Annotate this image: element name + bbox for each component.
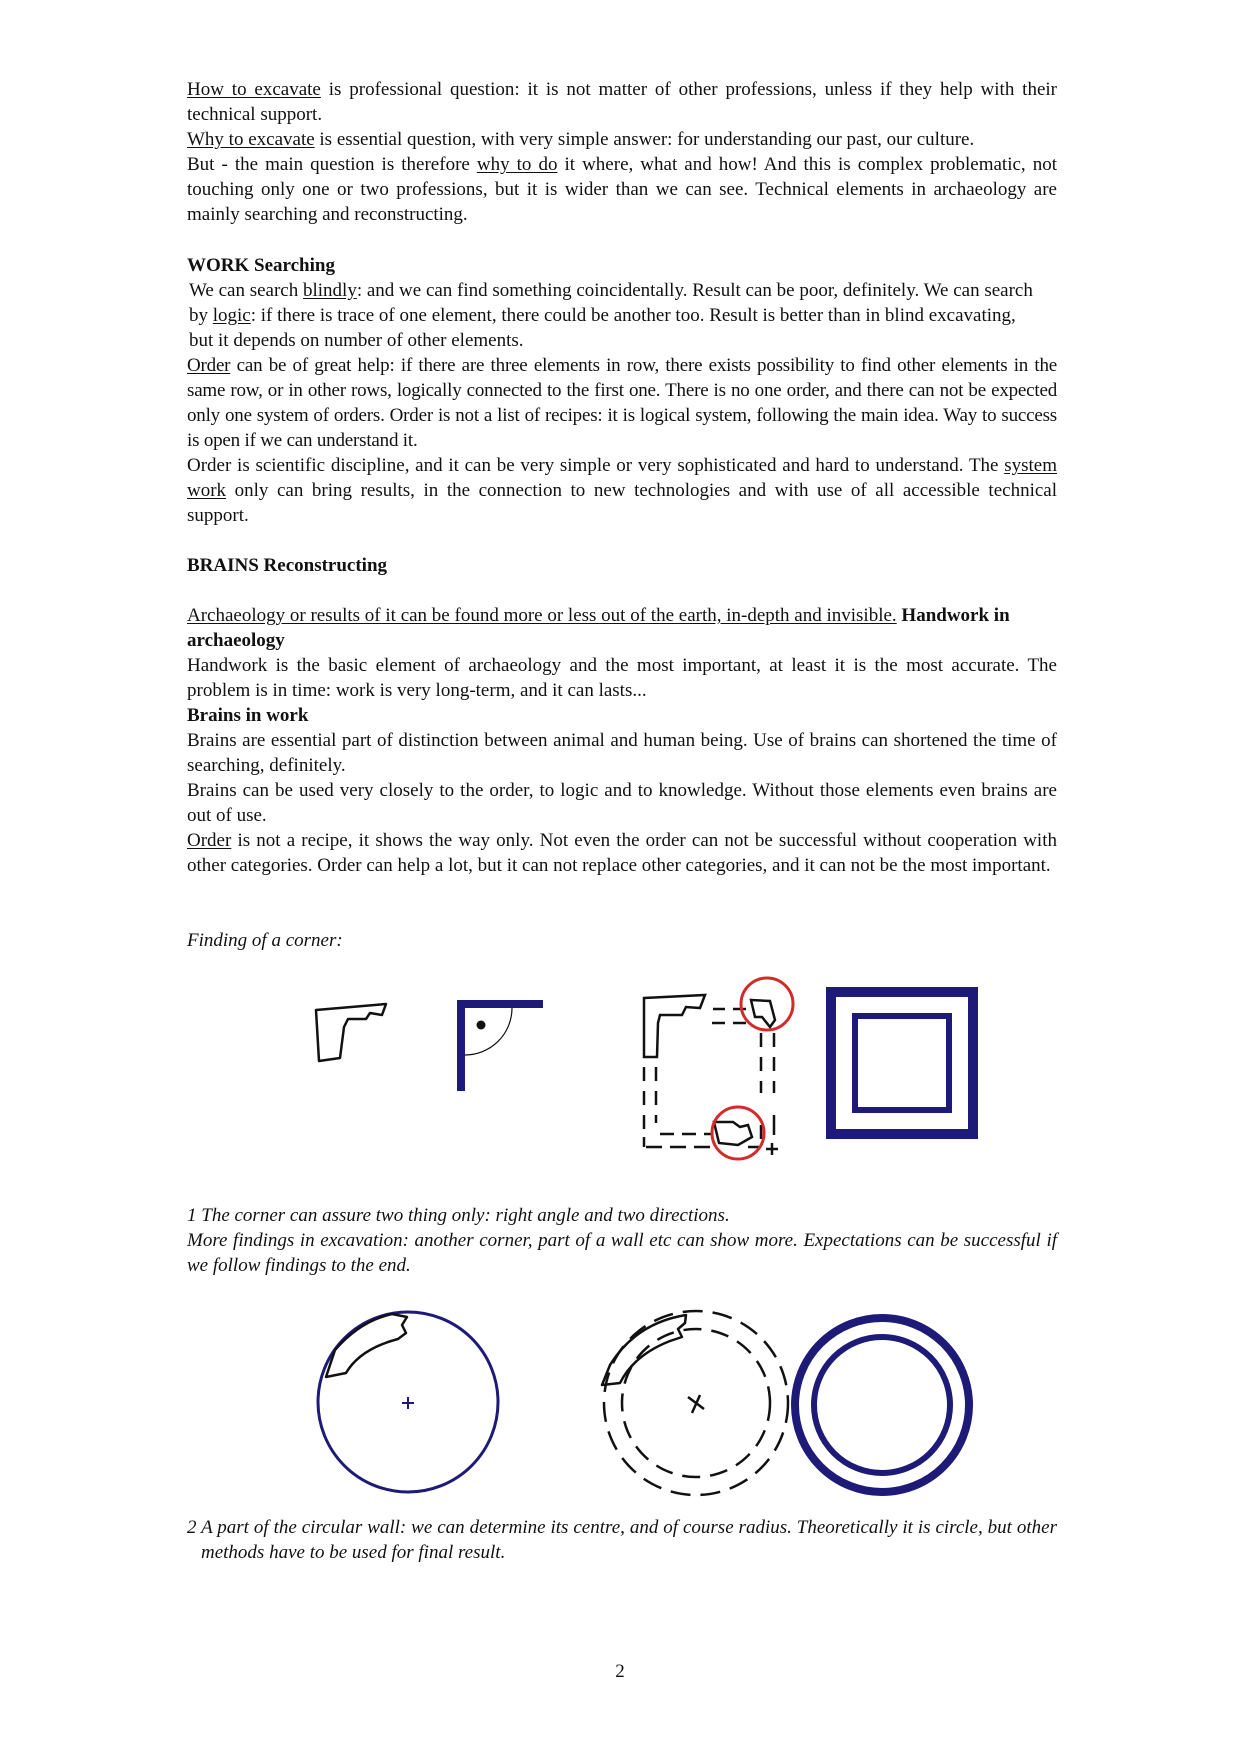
right-angle-corner [457,1000,543,1091]
work-heading: WORK Searching [187,255,335,276]
dashed-circle-reconstruction [602,1311,788,1495]
brains-paragraph-3: Brains are essential part of distinction between animal and human being. Use of brains can shortened the time of searching, definitely. [187,730,1057,776]
work-paragraph-2: Order can be of great help: if there are three elements in row, there exists possibility to find other elements in the same row, or in other rows, logically connected to the first one. There is no one order, and there can not be expected only one system of orders. Order is not a list of recipes: it is logical system, following the main idea. Way to success is open if we can understand it. [187,355,1057,451]
figure-1-corners [300,975,1000,1170]
intro-paragraph-2: Why to excavate is essential question, with very simple answer: for understanding our past, our culture. [187,129,975,150]
reconstructed-circle [795,1318,969,1492]
intro-paragraph-1: How to excavate is professional question: it is not matter of other professions, unless if they help with their technical support. [187,79,1057,125]
work-paragraph-3: Order is scientific discipline, and it can be very simple or very sophisticated and hard to understand. The system work only can bring results, in the connection to new technologies and with use of all accessible technical support. [187,455,1057,526]
brains-heading: BRAINS Reconstructing [187,555,388,576]
figure-2-caption: 2 A part of the circular wall: we can determine its centre, and of course radius. Theoretically it is circle, but other methods have to be used for final result. [187,1517,1057,1563]
circle-with-wall-fragment [318,1312,498,1492]
work-paragraph-1: We can search blindly: and we can find something coincidentally. Result can be poor, definitely. We can search by logic: if there is trace of one element, there could be another too. Result is better than in blind excavating, but it depends on number of other elements. [189,280,1033,351]
figure-intro: Finding of a corner: [187,930,343,951]
brains-paragraph-5: Order is not a recipe, it shows the way only. Not even the order can not be successful without cooperation with other categories. Order can help a lot, but it can not replace other categories, and it can not be the most important. [187,830,1057,876]
figure-2-circles [300,1295,1000,1505]
intro-section [187,77,1057,227]
page-number: 2 [615,1661,625,1682]
brains-paragraph-4: Brains can be used very closely to the order, to logic and to knowledge. Without those elements even brains are out of use. [187,780,1057,826]
brains-paragraph-1: Archaeology or results of it can be found more or less out of the earth, in-depth and invisible. Handwork in archaeology [187,605,1010,651]
brains-in-work-heading: Brains in work [187,705,309,726]
corner-sketch-fragment [316,1004,386,1061]
reconstructed-square [831,992,973,1134]
brains-paragraph-2: Handwork is the basic element of archaeology and the most important, at least it is the most accurate. The problem is in time: work is very long-term, and it can lasts... [187,655,1057,701]
intro-paragraph-3: But - the main question is therefore why to do it where, what and how! And this is complex problematic, not touching only one or two professions, but it is wider than we can see. Technical elements in archaeology are mainly searching and reconstructing. [187,154,1057,225]
figure-1-caption: 1 The corner can assure two thing only: right angle and two directions. More findings in excavation: another corner, part of a wall etc can show more. Expectations can be successful if we follow findings to the end. [187,1205,1057,1276]
red-marker-circle-bottom [712,1107,764,1159]
